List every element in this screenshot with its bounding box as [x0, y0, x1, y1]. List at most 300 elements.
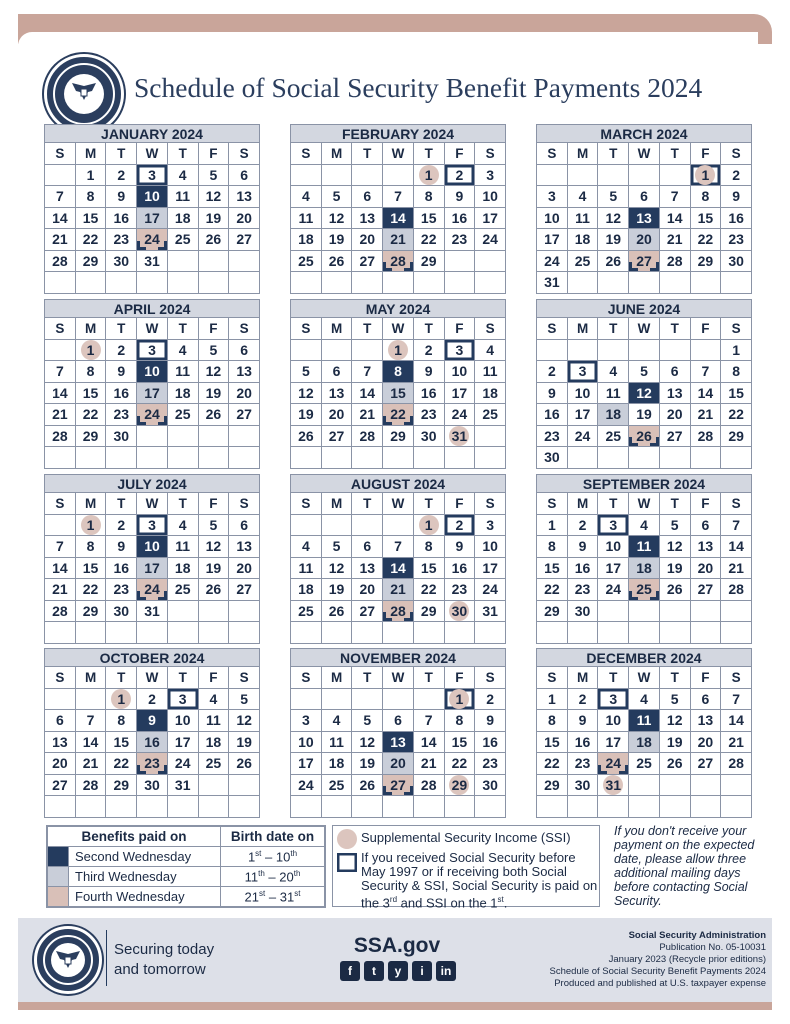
weekday-header: W [137, 143, 168, 165]
day-cell [629, 515, 660, 537]
day-number: 14 [728, 712, 744, 728]
empty-day-cell [445, 272, 476, 294]
month-calendar [44, 648, 260, 818]
weekday-header: M [568, 667, 599, 689]
day-number: 23 [144, 755, 160, 771]
ssa-gov-link[interactable]: SSA.gov [353, 934, 441, 957]
day-number: 31 [605, 776, 622, 793]
empty-day-cell [45, 689, 76, 711]
day-cell [537, 689, 568, 711]
empty-day-cell [691, 447, 722, 469]
day-number: 25 [574, 252, 591, 269]
day-number: 21 [52, 231, 68, 247]
day-number: 21 [697, 406, 714, 422]
day-number: 12 [298, 384, 314, 401]
month-calendar [290, 124, 506, 294]
weekday-header: T [168, 318, 199, 340]
day-cell [199, 753, 230, 775]
day-number: 18 [174, 384, 191, 401]
month-day-grid [536, 667, 752, 818]
day-number: 2 [117, 166, 126, 183]
weekday-header: M [76, 493, 107, 515]
day-number: 14 [52, 384, 68, 401]
day-cell [445, 208, 476, 230]
youtube-icon[interactable]: y [388, 961, 408, 981]
day-cell [721, 732, 752, 754]
empty-day-cell [291, 340, 322, 362]
empty-day-cell [598, 601, 629, 623]
day-number: 30 [144, 776, 160, 793]
day-number: 8 [86, 188, 95, 204]
empty-day-cell [76, 447, 107, 469]
day-number: 13 [666, 384, 683, 401]
day-number: 2 [732, 166, 741, 183]
day-number: 10 [605, 712, 622, 728]
empty-day-cell [629, 775, 660, 797]
day-cell [445, 186, 476, 208]
legend-label: Fourth Wednesday [69, 887, 221, 907]
day-cell [45, 361, 76, 383]
day-cell [691, 165, 722, 187]
empty-day-cell [291, 447, 322, 469]
social-links [340, 961, 456, 981]
day-cell [721, 579, 752, 601]
empty-day-cell [475, 796, 506, 818]
day-number: 29 [697, 252, 714, 269]
empty-day-cell [537, 165, 568, 187]
day-number: 30 [420, 427, 437, 444]
day-cell [106, 383, 137, 405]
day-cell [537, 251, 568, 273]
day-number: 6 [240, 516, 249, 533]
day-number: 28 [666, 252, 683, 269]
day-cell [322, 383, 353, 405]
empty-day-cell [475, 447, 506, 469]
day-cell [537, 447, 568, 469]
empty-day-cell [568, 340, 599, 362]
day-number: 28 [420, 776, 437, 793]
day-cell [106, 340, 137, 362]
weekday-header: W [383, 143, 414, 165]
day-number: 18 [298, 231, 314, 247]
month-calendar [536, 648, 752, 818]
day-cell [383, 558, 414, 580]
weekday-header: S [721, 493, 752, 515]
day-number: 17 [605, 733, 622, 750]
day-number: 28 [82, 776, 99, 793]
empty-day-cell [106, 622, 137, 644]
empty-day-cell [229, 796, 260, 818]
empty-day-cell [629, 272, 660, 294]
day-number: 25 [328, 776, 345, 793]
month-day-grid [290, 493, 506, 644]
weekday-header: T [414, 318, 445, 340]
day-cell [352, 732, 383, 754]
day-cell [352, 426, 383, 448]
day-cell [721, 361, 752, 383]
day-number: 31 [174, 776, 191, 793]
day-number: 1 [547, 516, 556, 533]
day-number: 8 [732, 363, 741, 379]
empty-day-cell [199, 447, 230, 469]
day-cell [168, 536, 199, 558]
day-cell [660, 732, 691, 754]
day-number: 10 [144, 363, 160, 379]
weekday-header: S [721, 143, 752, 165]
day-number: 25 [298, 602, 314, 619]
day-number: 3 [178, 690, 187, 707]
day-cell [414, 753, 445, 775]
day-cell [445, 404, 476, 426]
day-number: 19 [636, 406, 652, 422]
day-cell [291, 536, 322, 558]
empty-day-cell [721, 601, 752, 623]
day-cell [660, 689, 691, 711]
day-cell [475, 229, 506, 251]
empty-day-cell [383, 515, 414, 537]
day-number: 27 [236, 406, 252, 422]
day-cell [475, 515, 506, 537]
weekday-header: W [137, 667, 168, 689]
day-cell [660, 579, 691, 601]
day-cell [137, 165, 168, 187]
month-day-grid [44, 667, 260, 818]
day-number: 1 [86, 516, 95, 533]
day-number: 27 [52, 776, 68, 793]
month-day-grid [536, 318, 752, 469]
day-number: 24 [144, 581, 160, 597]
top-accent-mask [18, 32, 758, 46]
day-number: 17 [144, 384, 160, 401]
day-number: 15 [697, 209, 714, 226]
day-cell [445, 601, 476, 623]
day-cell [721, 229, 752, 251]
empty-day-cell [598, 272, 629, 294]
day-cell [629, 208, 660, 230]
day-cell [352, 601, 383, 623]
day-number: 26 [205, 581, 222, 597]
day-cell [229, 186, 260, 208]
day-number: 22 [390, 406, 406, 422]
day-cell [45, 579, 76, 601]
day-cell [168, 579, 199, 601]
day-cell [568, 775, 599, 797]
day-number: 30 [482, 776, 498, 793]
day-number: 6 [394, 712, 402, 728]
linkedin-icon[interactable]: in [436, 961, 456, 981]
day-cell [660, 383, 691, 405]
day-cell [45, 710, 76, 732]
day-cell [106, 165, 137, 187]
day-number: 16 [482, 733, 498, 750]
day-cell [229, 732, 260, 754]
day-number: 15 [82, 209, 99, 226]
day-number: 7 [701, 363, 710, 379]
day-number: 25 [636, 581, 652, 597]
day-number: 8 [701, 188, 710, 204]
empty-day-cell [660, 272, 691, 294]
day-cell [229, 710, 260, 732]
day-cell [76, 515, 107, 537]
month-day-grid [536, 143, 752, 294]
day-number: 11 [636, 538, 652, 554]
day-cell [568, 558, 599, 580]
day-cell [383, 251, 414, 273]
day-cell [691, 361, 722, 383]
empty-day-cell [721, 796, 752, 818]
weekday-header: M [322, 667, 353, 689]
weekday-header: F [445, 143, 476, 165]
weekday-header: M [568, 318, 599, 340]
empty-day-cell [475, 622, 506, 644]
day-number: 22 [697, 231, 714, 247]
day-cell [660, 251, 691, 273]
day-number: 24 [174, 755, 191, 771]
day-number: 26 [205, 231, 222, 247]
day-number: 27 [359, 252, 376, 269]
day-cell [168, 558, 199, 580]
day-cell [537, 753, 568, 775]
day-number: 16 [113, 209, 130, 226]
day-cell [168, 732, 199, 754]
day-cell [660, 515, 691, 537]
month-title: MARCH 2024 [536, 124, 752, 143]
day-cell [199, 165, 230, 187]
month-calendar [44, 124, 260, 294]
day-number: 2 [148, 690, 156, 707]
day-cell [106, 579, 137, 601]
day-cell [629, 536, 660, 558]
day-cell [76, 710, 107, 732]
empty-day-cell [383, 272, 414, 294]
empty-day-cell [568, 165, 599, 187]
empty-day-cell [660, 165, 691, 187]
day-number: 23 [574, 581, 591, 597]
day-number: 17 [298, 755, 314, 771]
day-cell [106, 404, 137, 426]
day-cell [45, 404, 76, 426]
empty-day-cell [629, 340, 660, 362]
day-number: 5 [209, 516, 218, 533]
day-cell [137, 558, 168, 580]
day-cell [475, 579, 506, 601]
day-cell [322, 251, 353, 273]
weekday-header: S [537, 318, 568, 340]
day-number: 20 [328, 406, 345, 422]
day-number: 20 [636, 231, 652, 247]
day-cell [568, 186, 599, 208]
day-cell [445, 710, 476, 732]
day-cell [322, 753, 353, 775]
day-number: 30 [574, 602, 591, 619]
day-cell [568, 404, 599, 426]
day-number: 13 [236, 538, 252, 554]
day-cell [445, 775, 476, 797]
day-cell [199, 732, 230, 754]
day-cell [537, 426, 568, 448]
day-cell [106, 775, 137, 797]
day-number: 13 [52, 733, 68, 750]
empty-day-cell [106, 796, 137, 818]
day-cell [568, 515, 599, 537]
day-number: 24 [451, 406, 468, 422]
twitter-icon[interactable]: t [364, 961, 384, 981]
day-number: 22 [451, 755, 468, 771]
day-cell [721, 689, 752, 711]
day-number: 21 [82, 755, 99, 771]
day-number: 3 [547, 188, 556, 204]
day-number: 4 [178, 516, 187, 533]
weekday-header: S [475, 143, 506, 165]
ssi-legend-box [332, 825, 600, 911]
day-cell [229, 689, 260, 711]
day-cell [322, 361, 353, 383]
day-number: 16 [144, 733, 160, 750]
month-title: FEBRUARY 2024 [290, 124, 506, 143]
weekday-header: T [414, 143, 445, 165]
day-cell [137, 404, 168, 426]
footer-ssa-seal-logo [34, 926, 102, 994]
month-title: JULY 2024 [44, 474, 260, 493]
day-cell [352, 404, 383, 426]
empty-day-cell [414, 796, 445, 818]
day-cell [291, 753, 322, 775]
day-cell [475, 753, 506, 775]
day-number: 10 [544, 209, 560, 226]
day-cell [475, 558, 506, 580]
day-number: 1 [424, 516, 433, 533]
instagram-icon[interactable]: i [412, 961, 432, 981]
month-title: AUGUST 2024 [290, 474, 506, 493]
day-cell [45, 186, 76, 208]
day-cell [383, 229, 414, 251]
day-cell [137, 732, 168, 754]
day-cell [629, 710, 660, 732]
day-number: 7 [55, 363, 64, 379]
day-number: 4 [178, 341, 187, 358]
day-number: 20 [52, 755, 68, 771]
day-cell [352, 186, 383, 208]
empty-day-cell [475, 251, 506, 273]
day-cell [445, 579, 476, 601]
empty-day-cell [45, 447, 76, 469]
day-number: 28 [390, 602, 406, 619]
day-cell [168, 186, 199, 208]
day-cell [137, 689, 168, 711]
day-cell [168, 753, 199, 775]
month-title: DECEMBER 2024 [536, 648, 752, 667]
day-number: 25 [482, 406, 498, 422]
day-cell [691, 732, 722, 754]
day-number: 20 [359, 581, 376, 597]
day-number: 18 [636, 559, 652, 576]
empty-day-cell [445, 622, 476, 644]
weekday-header: W [137, 318, 168, 340]
day-number: 5 [332, 538, 341, 554]
day-cell [291, 208, 322, 230]
day-number: 9 [424, 363, 433, 379]
day-number: 17 [451, 384, 468, 401]
empty-day-cell [660, 622, 691, 644]
day-cell [414, 208, 445, 230]
day-cell [199, 710, 230, 732]
box-explanation: If you received Social Security before May 1997 or if receiving both Social Security & SSI, Social Security is paid on the 3rd and SSI on the 1st. [361, 850, 598, 911]
weekday-header: M [322, 493, 353, 515]
day-cell [414, 732, 445, 754]
day-number: 5 [670, 516, 679, 533]
day-cell [414, 515, 445, 537]
day-number: 28 [697, 427, 714, 444]
day-cell [291, 558, 322, 580]
day-cell [106, 426, 137, 448]
day-cell [45, 753, 76, 775]
empty-day-cell [322, 447, 353, 469]
day-cell [291, 186, 322, 208]
day-cell [721, 536, 752, 558]
footer-divider [106, 930, 107, 986]
day-cell [168, 383, 199, 405]
day-cell [691, 558, 722, 580]
day-number: 6 [640, 188, 648, 204]
day-number: 22 [728, 406, 744, 422]
day-number: 7 [424, 712, 433, 728]
empty-day-cell [229, 775, 260, 797]
month-calendar [536, 124, 752, 294]
weekday-header: F [199, 143, 230, 165]
day-number: 3 [148, 341, 156, 358]
day-number: 22 [420, 231, 437, 247]
day-number: 27 [697, 581, 714, 597]
weekday-header: T [106, 667, 137, 689]
weekday-header: W [629, 493, 660, 515]
day-number: 8 [547, 538, 556, 554]
facebook-icon[interactable]: f [340, 961, 360, 981]
day-number: 30 [544, 449, 560, 465]
day-cell [291, 426, 322, 448]
day-number: 3 [486, 166, 495, 183]
empty-day-cell [322, 272, 353, 294]
day-cell [383, 601, 414, 623]
day-cell [168, 775, 199, 797]
day-cell [137, 753, 168, 775]
day-cell [45, 732, 76, 754]
empty-day-cell [199, 601, 230, 623]
empty-day-cell [168, 601, 199, 623]
month-day-grid [290, 667, 506, 818]
day-number: 19 [666, 559, 683, 576]
day-cell [352, 710, 383, 732]
day-number: 10 [482, 538, 498, 554]
day-cell [475, 208, 506, 230]
weekday-header: S [45, 143, 76, 165]
day-cell [568, 579, 599, 601]
day-cell [598, 426, 629, 448]
day-cell [352, 229, 383, 251]
publication-info: Social Security Administration Publication No. 05-10031 January 2023 (Recycle prior editions) Schedule of Social Security Benefit Payments 2024 Produced and published at U.S. taxpayer expense [549, 930, 766, 989]
day-cell [691, 579, 722, 601]
day-number: 27 [666, 427, 683, 444]
weekday-header: M [568, 143, 599, 165]
month-calendar [290, 474, 506, 644]
ssa-seal-logo [44, 54, 124, 134]
day-number: 9 [117, 188, 126, 204]
day-cell [598, 404, 629, 426]
empty-day-cell [475, 426, 506, 448]
day-number: 23 [113, 581, 130, 597]
day-number: 12 [205, 363, 222, 379]
day-number: 5 [640, 363, 648, 379]
day-cell [229, 208, 260, 230]
